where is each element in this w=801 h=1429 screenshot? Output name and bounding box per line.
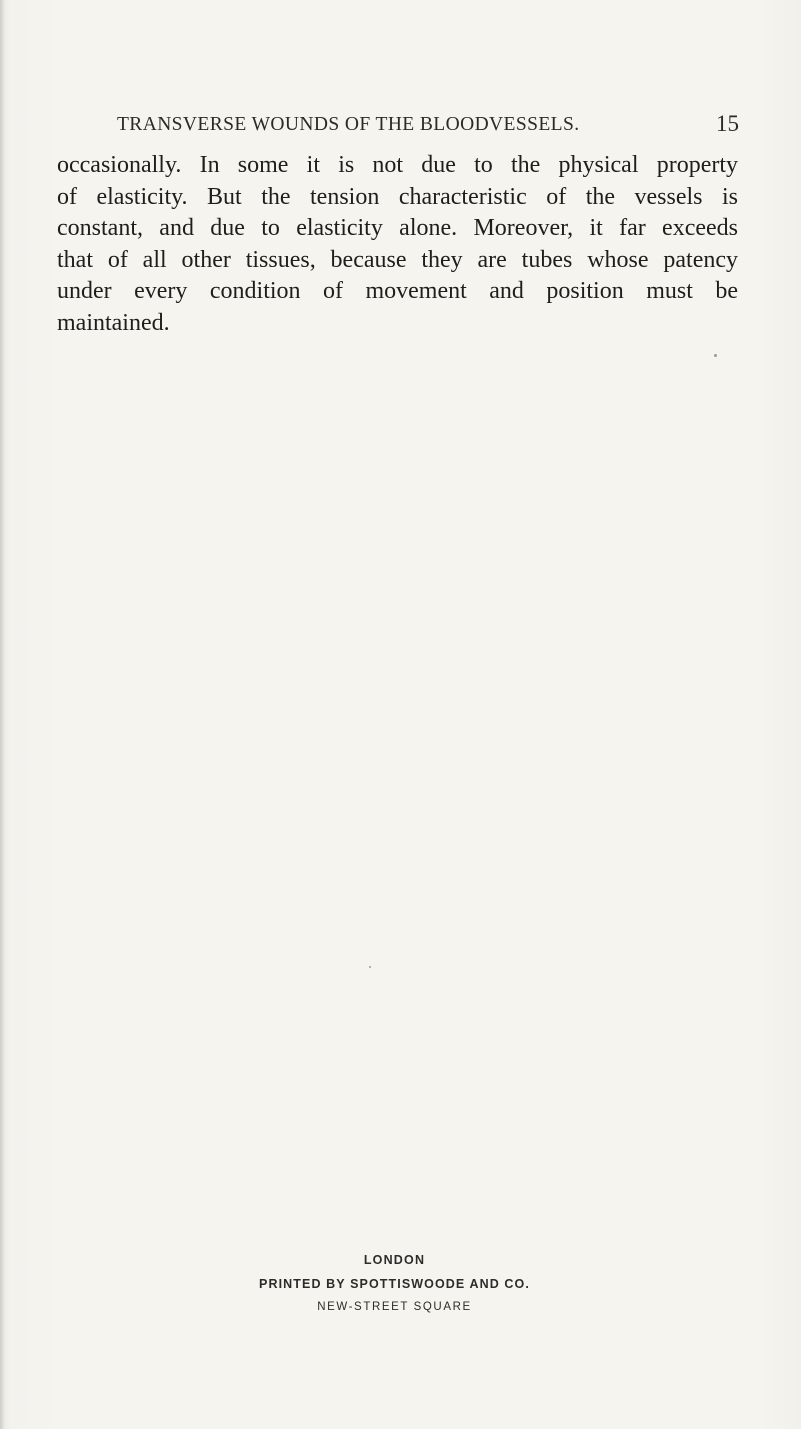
running-title: TRANSVERSE WOUNDS OF THE BLOODVESSELS. <box>117 114 580 135</box>
page-number: 15 <box>716 111 739 136</box>
imprint-city: LONDON <box>363 1253 426 1267</box>
imprint-address: NEW-STREET SQUARE <box>317 1301 472 1313</box>
body-paragraph <box>57 150 738 339</box>
text-line: under every condition of movement and position must be <box>57 278 738 304</box>
imprint-printer: PRINTED BY SPOTTISWOODE AND CO. <box>259 1277 530 1291</box>
text-line: maintained. <box>57 309 170 336</box>
text-line: occasionally. In some it is not due to the physical property <box>57 152 738 178</box>
text-line: that of all other tissues, because they are tubes whose patency <box>57 246 738 273</box>
text-line: of elasticity. But the tension characteristic of the vessels is <box>57 183 738 210</box>
text-line: constant, and due to elasticity alone. Moreover, it far exceeds <box>57 215 738 241</box>
running-head <box>117 111 739 144</box>
spine-shadow <box>0 0 5 1429</box>
paper-speck <box>369 966 371 968</box>
paper-speck <box>714 354 717 357</box>
